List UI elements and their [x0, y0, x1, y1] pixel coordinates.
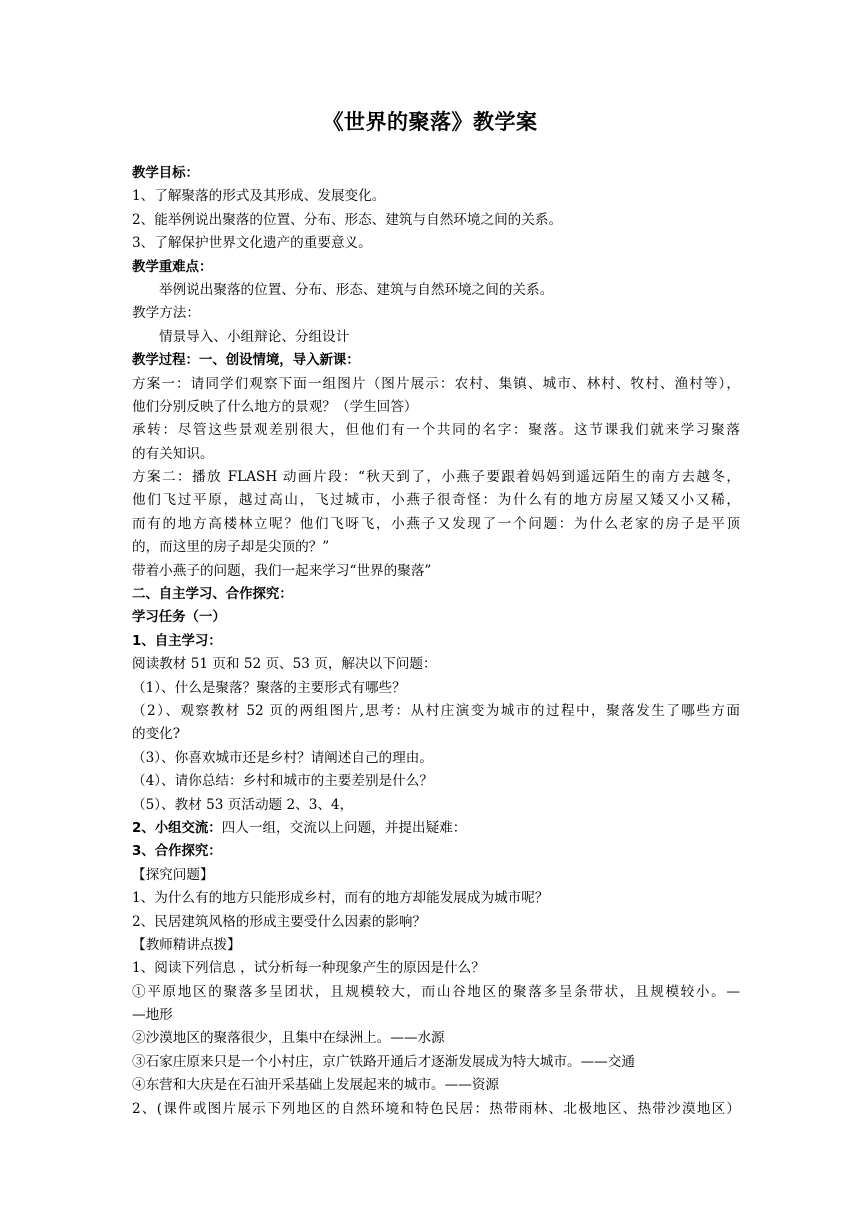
- section-heading-objectives: 教学目标：: [132, 166, 199, 181]
- paragraph-line: 他们分别反映了什么地方的景观？（学生回答）: [132, 398, 418, 415]
- paragraph-line: 承转：尽管这些景观差别很大，但他们有一个共同的名字：聚落。这节课我们就来学习聚落: [132, 422, 740, 439]
- subheading-task-one: 学习任务（一）: [132, 610, 226, 626]
- paragraph-line: 方案一：请同学们观察下面一组图片（图片展示：农村、集镇、城市、林村、牧村、渔村等），: [132, 375, 740, 392]
- objective-item: 1、了解聚落的形式及其形成、发展变化。: [132, 188, 386, 205]
- section-heading-self-study: 二、自主学习、合作探究：: [132, 587, 293, 603]
- inquiry-item: 2、民居建筑风格的形成主要受什么因素的影响？: [132, 913, 427, 930]
- teacher-item: 2、(课件或图片展示下列地区的自然环境和特色民居：热带雨林、北极地区、热带沙漠地区）: [132, 1100, 740, 1117]
- paragraph-line: 的，而这里的房子却是尖顶的？”: [132, 539, 330, 556]
- bracket-heading-teacher: 【教师精讲点拨】: [132, 936, 241, 953]
- teacher-item: 1、阅读下列信息 ，试分析每一种现象产生的原因是什么？: [132, 960, 485, 977]
- question-item: 的变化?: [132, 726, 181, 743]
- paragraph-line: 他们飞过平原，越过高山，飞过城市，小燕子很奇怪：为什么有的地方房屋又矮又小又稀，: [132, 492, 740, 509]
- objective-item: 2、能举例说出聚落的位置、分布、形态、建筑与自然环境之间的关系。: [132, 211, 563, 228]
- document-title: 《世界的聚落》教学案: [322, 110, 538, 134]
- paragraph-line: 方案二：播放 FLASH 动画片段：“秋天到了，小燕子要跟着妈妈到遥远陌生的南方去越冬，: [132, 469, 740, 486]
- inquiry-item: 1、为什么有的地方只能形成乡村，而有的地方却能发展成为城市呢？: [132, 890, 549, 907]
- question-item: （5）、教材 53 页活动题 2、3、4，: [132, 796, 354, 813]
- paragraph-line: 阅读教材 51 页和 52 页、53 页，解决以下问题：: [132, 656, 437, 673]
- paragraph-line: 带着小燕子的问题，我们一起来学习“世界的聚落”: [132, 562, 432, 579]
- key-point-text: 举例说出聚落的位置、分布、形态、建筑与自然环境之间的关系。: [159, 281, 554, 298]
- subheading-self-study: 1、自主学习：: [132, 633, 222, 649]
- group-exchange-line: [132, 817, 740, 840]
- question-item: （3）、你喜欢城市还是乡村？请阐述自己的理由。: [132, 749, 433, 766]
- objective-item: 3、了解保护世界文化遗产的重要意义。: [132, 235, 372, 252]
- teacher-item: —地形: [132, 1007, 173, 1024]
- document-body: [132, 162, 740, 1121]
- subheading-group-exchange: 2、小组交流：: [132, 820, 222, 836]
- section-heading-process: 教学过程：一、创设情境，导入新课：: [132, 353, 360, 369]
- paragraph-line: 而有的地方高楼林立呢？他们飞呀飞，小燕子又发现了一个问题：为什么老家的房子是平顶: [132, 515, 740, 532]
- paragraph-line: 的有关知识。: [132, 445, 214, 462]
- question-item: （2）、观察教材 52 页的两组图片,思考：从村庄演变为城市的过程中，聚落发生了哪些方面: [132, 702, 740, 719]
- methods-text: 情景导入、小组辩论、分组设计: [159, 328, 350, 345]
- teacher-item: ①平原地区的聚落多呈团状，且规模较大，而山谷地区的聚落多呈条带状，且规模较小。—: [132, 983, 740, 1000]
- section-heading-key-points: 教学重难点：: [132, 259, 213, 275]
- teacher-item: ②沙漠地区的聚落很少，且集中在绿洲上。——水源: [132, 1030, 445, 1047]
- teacher-item: ③石家庄原来只是一个小村庄，京广铁路开通后才逐渐发展成为特大城市。——交通: [132, 1053, 635, 1070]
- group-exchange-text: 四人一组，交流以上问题，并提出疑难：: [221, 819, 467, 836]
- section-heading-methods: 教学方法：: [132, 305, 200, 322]
- teacher-item: ④东营和大庆是在石油开采基础上发展起来的城市。——资源: [132, 1077, 500, 1094]
- question-item: （1）、什么是聚落？聚落的主要形式有哪些？: [132, 679, 406, 696]
- subheading-cooperative-inquiry: 3、合作探究：: [132, 844, 222, 860]
- question-item: （4）、请你总结：乡村和城市的主要差别是什么？: [132, 773, 433, 790]
- bracket-heading-inquiry: 【探究问题】: [132, 866, 214, 883]
